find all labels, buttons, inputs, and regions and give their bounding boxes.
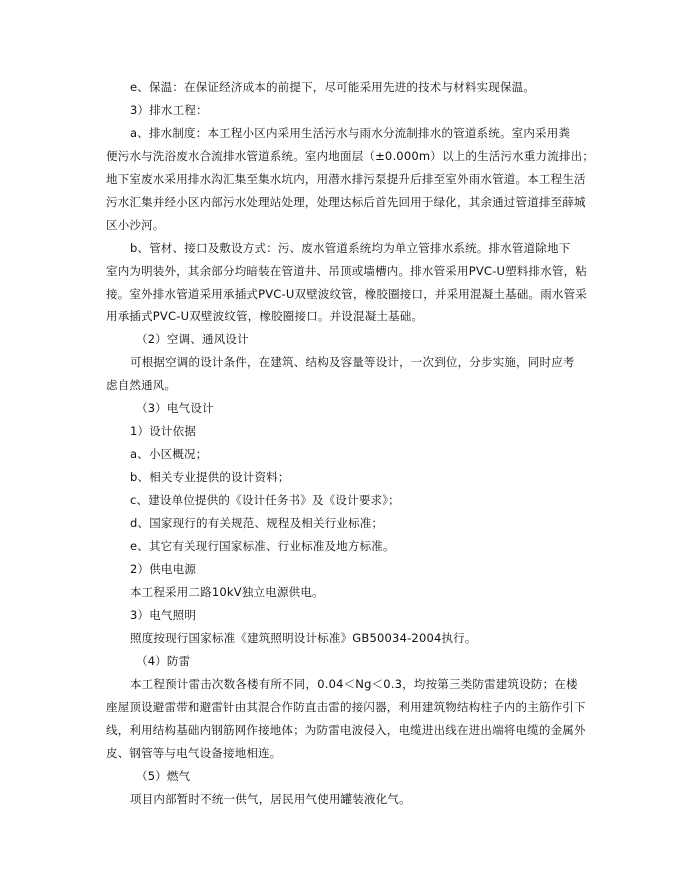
text-line: 区小沙河。 [106, 218, 165, 232]
text-line: b、管材、接口及敷设方式：污、废水管道系统均为单立管排水系统。排水管道除地下 [130, 241, 571, 255]
text-line: 照度按现行国家标准《建筑照明设计标准》GB50034-2004执行。 [130, 631, 477, 645]
text-line: 可根据空调的设计条件，在建筑、结构及容量等设计，一次到位，分步实施，同时应考 [130, 355, 575, 369]
text-line: 3）排水工程： [130, 103, 208, 117]
text-line: 线，利用结构基础内钢筋网作接地体；为防雷电波侵入，电缆进出线在进出端将电缆的金属外 [106, 723, 586, 737]
text-line: 室内为明装外，其余部分均暗装在管道井、吊顶或墙槽内。排水管采用PVC-U塑料排水管，粘 [106, 264, 587, 278]
text-line: 虑自然通风。 [106, 378, 177, 392]
text-line: 本工程采用二路10kV独立电源供电。 [130, 585, 324, 599]
text-line: c、建设单位提供的《设计任务书》及《设计要求》； [130, 493, 400, 507]
text-line: 用承插式PVC-U双壁波纹管，橡胶圈接口。并设混凝土基础。 [106, 309, 424, 323]
text-line: 污水汇集并经小区内部污水处理站处理，处理达标后首先回用于绿化，其余通过管道排至薛城 [106, 195, 586, 209]
text-line: 接。室外排水管道采用承插式PVC-U双壁波纹管，橡胶圈接口，并采用混凝土基础。雨水管采 [106, 287, 587, 301]
text-line: e、保温：在保证经济成本的前提下，尽可能采用先进的技术与材料实现保温。 [130, 80, 536, 94]
text-line: a、排水制度：本工程小区内采用生活污水与雨水分流制排水的管道系统。室内采用粪 [130, 126, 571, 140]
text-line: 座屋顶设避雷带和避雷针由其混合作防直击雷的接闪器，利用建筑物结构柱子内的主筋作引下 [106, 700, 586, 714]
text-line: 本工程预计雷击次数各楼有所不同，0.04＜Ng＜0.3，均按第三类防雷建筑设防；在楼 [130, 677, 578, 691]
text-line: 便污水与洗浴废水合流排水管道系统。室内地面层（±0.000m）以上的生活污水重力流排出； [106, 149, 595, 163]
text-line: 项目内部暂时不统一供气，居民用气使用罐装液化气。 [130, 792, 411, 806]
text-line: d、国家现行的有关规范、规程及相关行业标准； [130, 516, 384, 530]
text-line: e、其它有关现行国家标准、行业标准及地方标准。 [130, 539, 395, 553]
text-line: 2）供电电源 [130, 562, 197, 576]
section-heading: （5）燃气 [136, 769, 191, 783]
text-line: 1）设计依据 [130, 424, 197, 438]
section-heading: （3）电气设计 [136, 401, 214, 415]
text-line: b、相关专业提供的设计资料； [130, 470, 290, 484]
section-heading: （2）空调、通风设计 [136, 332, 249, 346]
text-line: 皮、钢管等与电气设备接地相连。 [106, 746, 282, 760]
text-line: a、小区概况； [130, 447, 208, 461]
section-heading: （4）防雷 [136, 654, 191, 668]
text-line: 3）电气照明 [130, 608, 197, 622]
text-line: 地下室废水采用排水沟汇集至集水坑内，用潜水排污泵提升后排至室外雨水管道。本工程生活 [106, 172, 586, 186]
